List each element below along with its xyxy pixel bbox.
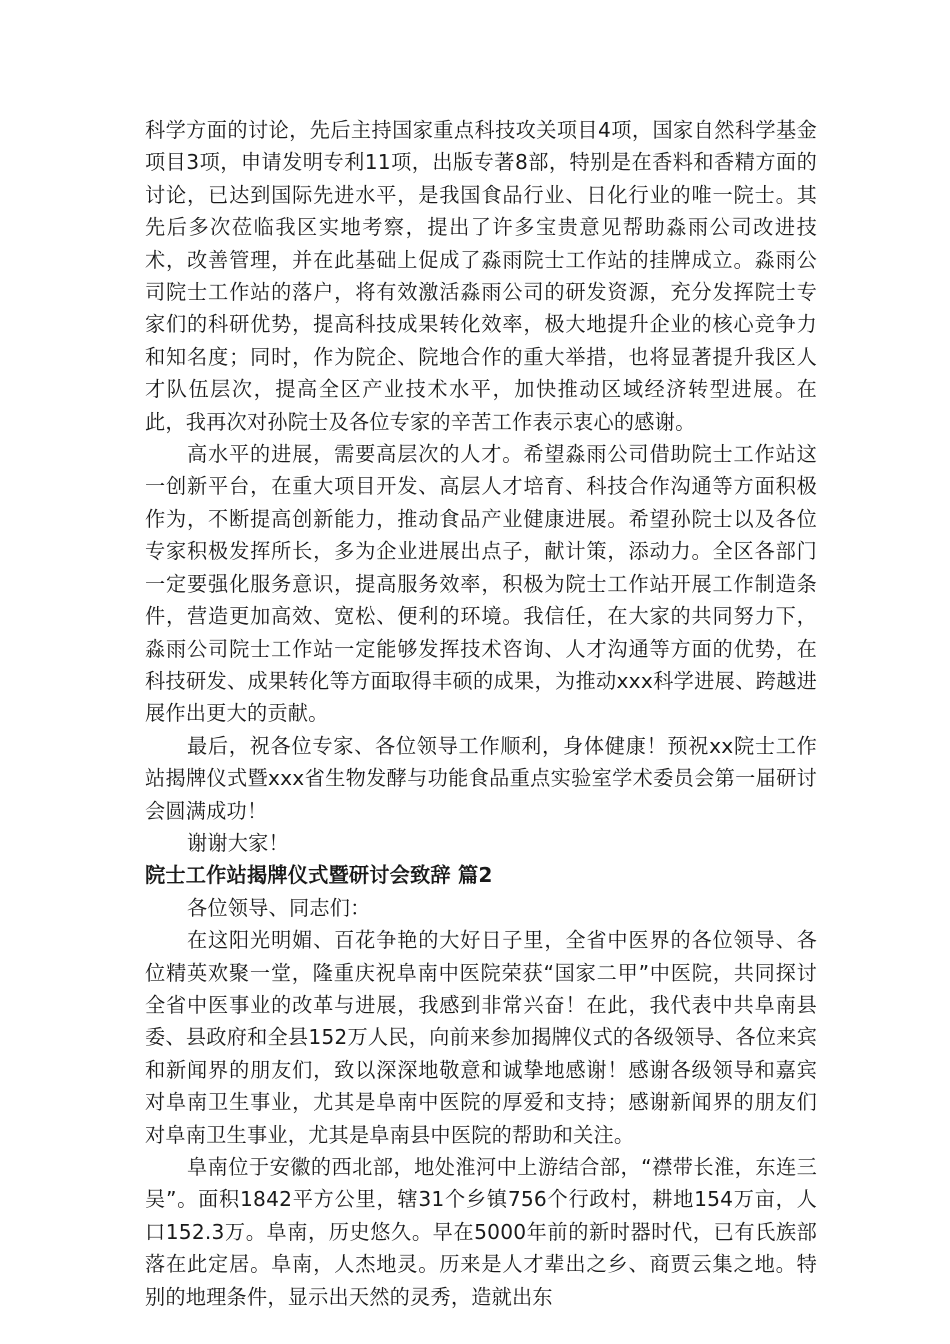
section-title: 院士工作站揭牌仪式暨研讨会致辞 篇2 — [145, 863, 493, 888]
paragraph-salutation: 各位领导、同志们： — [187, 895, 371, 920]
paragraph-thanks: 谢谢大家！ — [187, 830, 289, 855]
paragraph-celebration: 在这阳光明媚、百花争艳的大好日子里，全省中医界的各位领导、各位精英欢聚一堂，隆重庆祝阜南中医院荣获“国家二甲”中医院，共同探讨全省中医事业的改革与进展，我感到非常兴奋！在此，我代表中共阜南县委、县政府和全县152万人民，向前来参加揭牌仪式的各级领导、各位来宾和新闻界的朋友们，致以深深地敬意和诚挚地感谢！感谢各级领导和嘉宾对阜南卫生事业，尤其是阜南中医院的厚爱和支持；感谢新闻界的朋友们对阜南卫生事业，尤其是阜南县中医院的帮助和关注。 — [145, 928, 817, 1147]
paragraph-talent: 高水平的进展，需要高层次的人才。希望淼雨公司借助院士工作站这一创新平台，在重大项目开发、高层人才培育、科技合作沟通等方面积极作为，不断提高创新能力，推动食品产业健康进展。希望孙院士以及各位专家积极发挥所长，多为企业进展出点子，献计策，添动力。全区各部门一定要强化服务意识，提高服务效率，积极为院士工作站开展工作制造条件，营造更加高效、宽松、便利的环境。我信任，在大家的共同努力下，淼雨公司院士工作站一定能够发挥技术咨询、人才沟通等方面的优势，在科技研发、成果转化等方面取得丰硕的成果，为推动xxx科学进展、跨越进展作出更大的贡献。 — [145, 442, 817, 726]
document-page — [145, 114, 817, 1313]
paragraph-funan-intro: 阜南位于安徽的西北部，地处淮河中上游结合部，“襟带长淮，东连三吴”。面积1842平方公里，辖31个乡镇756个行政村，耕地154万亩，人口152.3万。阜南，历史悠久。早在5000年前的新时器时代，已有氏族部落在此定居。阜南，人杰地灵。历来是人才辈出之乡、商贾云集之地。特别的地理条件，显示出天然的灵秀，造就出东 — [145, 1155, 817, 1309]
paragraph-closing-wishes: 最后，祝各位专家、各位领导工作顺利，身体健康！预祝xx院士工作站揭牌仪式暨xxx省生物发酵与功能食品重点实验室学术委员会第一届研讨会圆满成功！ — [145, 733, 817, 823]
paragraph-continuation: 科学方面的讨论，先后主持国家重点科技攻关项目4项，国家自然科学基金项目3项，申请发明专利11项，出版专著8部，特别是在香料和香精方面的讨论，已达到国际先进水平，是我国食品行业、日化行业的唯一院士。其先后多次莅临我区实地考察，提出了许多宝贵意见帮助淼雨公司改进技术，改善管理，并在此基础上促成了淼雨院士工作站的挂牌成立。淼雨公司院士工作站的落户，将有效激活淼雨公司的研发资源，充分发挥院士专家们的科研优势，提高科技成果转化效率，极大地提升企业的核心竞争力和知名度；同时，作为院企、院地合作的重大举措，也将显著提升我区人才队伍层次，提高全区产业技术水平，加快推动区域经济转型进展。在此，我再次对孙院士及各位专家的辛苦工作表示衷心的感谢。 — [145, 118, 817, 434]
